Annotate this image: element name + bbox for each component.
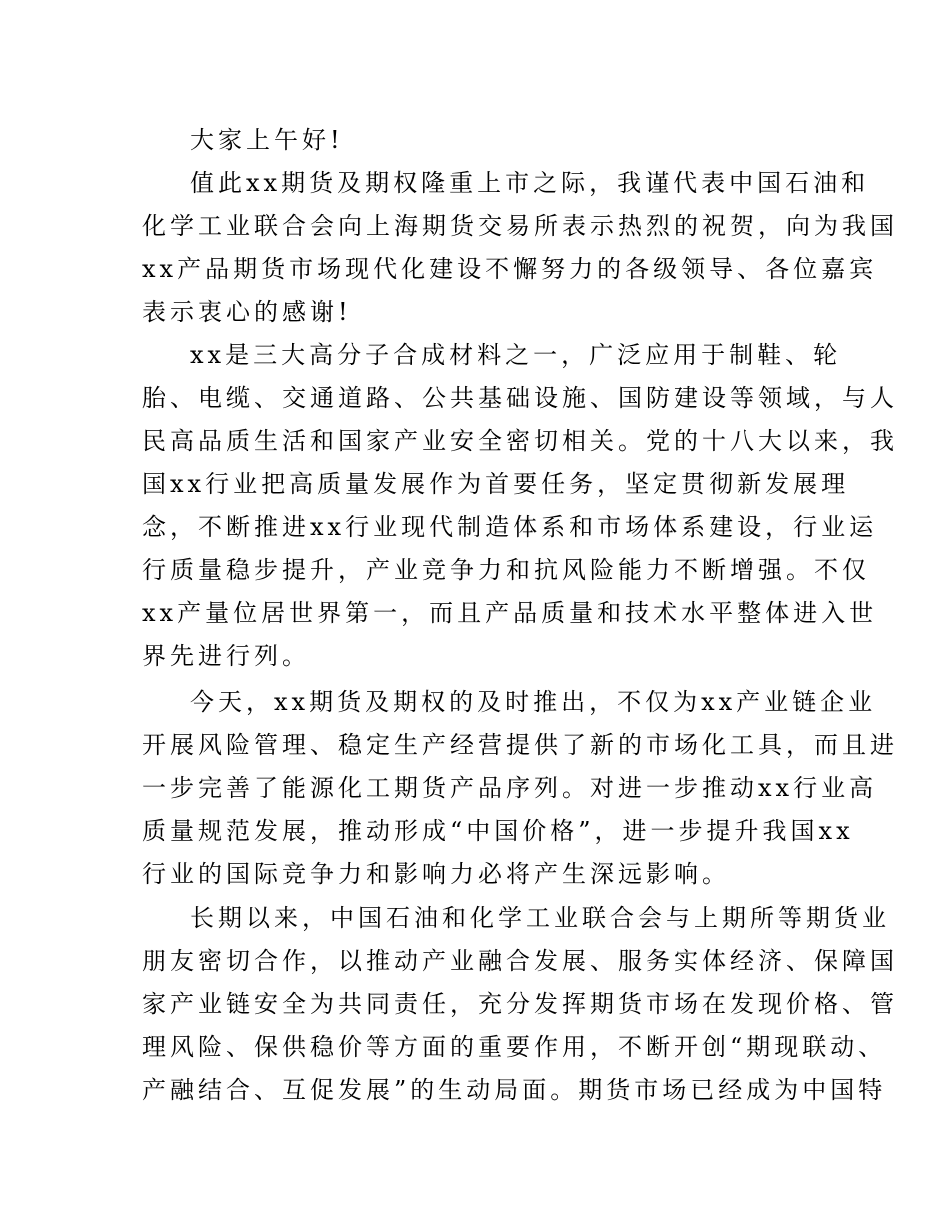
text-line: 长期以来，中国石油和化学工业联合会与上期所等期货业	[190, 904, 890, 932]
text-line: 界先进行列。	[142, 642, 310, 670]
text-line: 大家上午好!	[190, 126, 344, 154]
text-line: 念，不断推进xx行业现代制造体系和市场体系建设，行业运	[142, 513, 878, 541]
text-line: 值此xx期货及期权隆重上市之际，我谨代表中国石油和	[190, 169, 870, 197]
text-line: 今天，xx期货及期权的及时推出，不仅为xx产业链企业	[190, 688, 877, 716]
text-line: 国xx行业把高质量发展作为首要任务，坚定贯彻新发展理	[142, 470, 850, 498]
text-line: xx是三大高分子合成材料之一，广泛应用于制鞋、轮	[190, 341, 842, 369]
text-line: xx产量位居世界第一，而且产品质量和技术水平整体进入世	[142, 599, 878, 627]
text-line: 家产业链安全为共同责任，充分发挥期货市场在发现价格、管	[142, 990, 898, 1018]
text-line: 开展风险管理、稳定生产经营提供了新的市场化工具，而且进	[142, 731, 898, 759]
text-line: 化学工业联合会向上海期货交易所表示热烈的祝贺，向为我国	[142, 212, 898, 240]
text-line: 质量规范发展，推动形成“中国价格”，进一步提升我国xx	[142, 817, 854, 845]
text-line: 产融结合、互促发展”的生动局面。期货市场已经成为中国特	[142, 1076, 887, 1104]
text-line: 表示衷心的感谢!	[142, 298, 352, 326]
text-line: xx产品期货市场现代化建设不懈努力的各级领导、各位嘉宾	[142, 255, 878, 283]
text-line: 朋友密切合作，以推动产业融合发展、服务实体经济、保障国	[142, 947, 898, 975]
text-line: 民高品质生活和国家产业安全密切相关。党的十八大以来，我	[142, 427, 898, 455]
text-line: 胎、电缆、交通道路、公共基础设施、国防建设等领域，与人	[142, 384, 898, 412]
text-line: 理风险、保供稳价等方面的重要作用，不断开创“期现联动、	[142, 1033, 887, 1061]
text-line: 行质量稳步提升，产业竞争力和抗风险能力不断增强。不仅	[142, 556, 870, 584]
text-line: 行业的国际竞争力和影响力必将产生深远影响。	[142, 860, 730, 888]
text-line: 一步完善了能源化工期货产品序列。对进一步推动xx行业高	[142, 774, 878, 802]
